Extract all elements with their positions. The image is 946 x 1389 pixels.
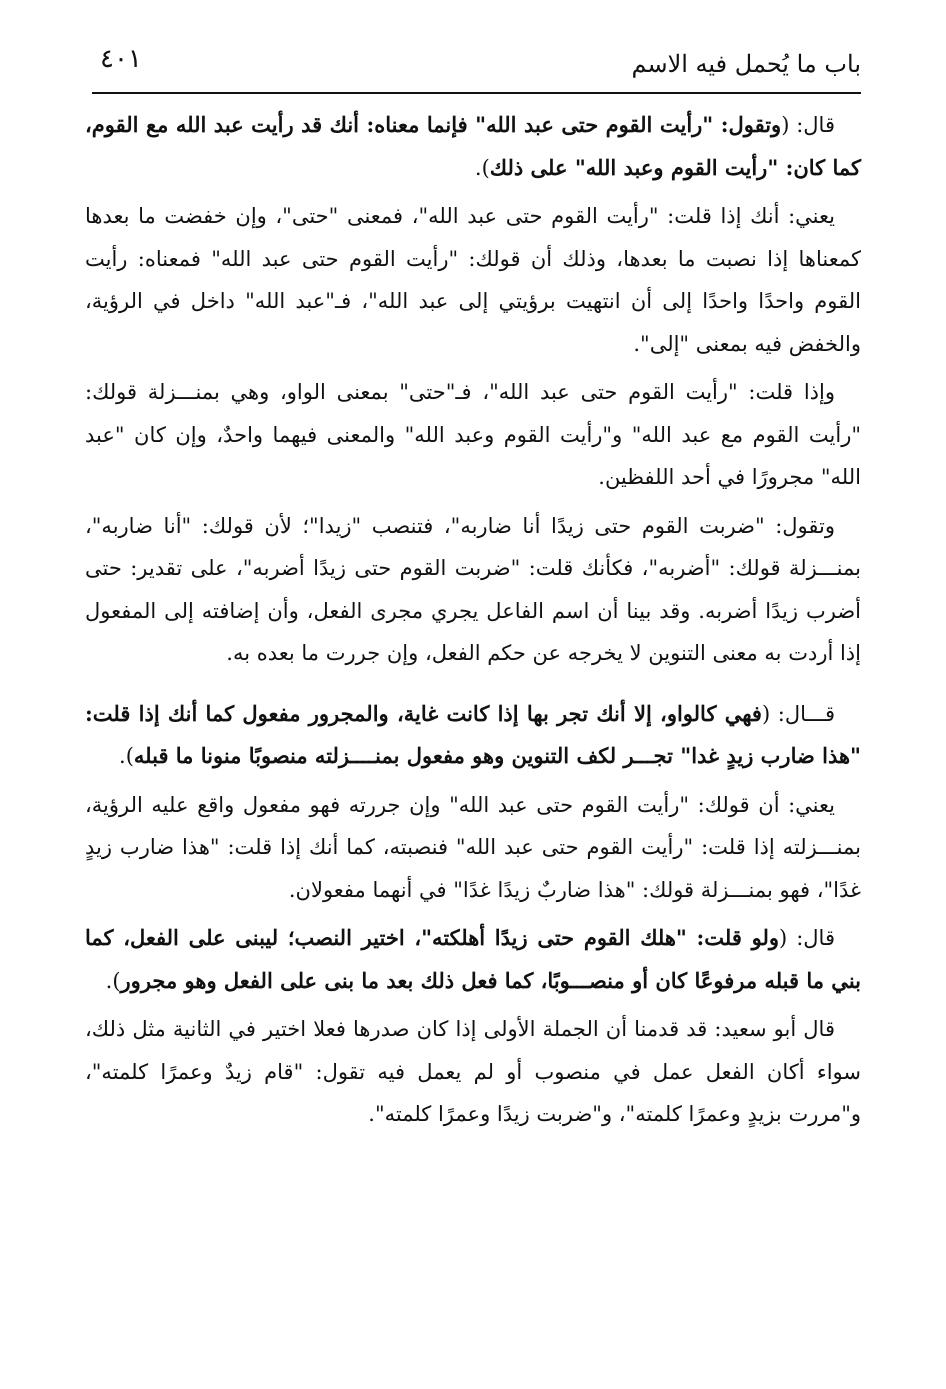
paragraph: قال أبو سعيد: قد قدمنا أن الجملة الأولى إذا كان صدرها فعلا اختير في الثانية مثل ذلك، سواء أكان الفعل عمل في منصوب أو لم يعمل فيه تقول: "قام زيدٌ وعمرًا كلمته"، و"مررت بزيدٍ وعمرًا كلمته"، و"ضربت زيدًا وعمرًا كلمته".: [85, 1017, 861, 1126]
paragraph: وتقول: "ضربت القوم حتى زيدًا أنا ضاربه"، فتنصب "زيدا"؛ لأن قولك: "أنا ضاربه"، بمنـــزلة قولك: "أضربه"، فكأنك قلت: "ضربت القوم حتى زيدًا أضربه"، على تقدير: حتى أضرب زيدًا أضربه. وقد بينا أن اسم الفاعل يجري مجرى الفعل، وأن إضافته إلى المفعول إذا أردت به معنى التنوين لا يخرجه عن حكم الفعل، وإن جررت ما بعده به.: [85, 513, 861, 665]
paragraph: قـــال: (فهي كالواو، إلا أنك تجر بها إذا كانت غاية، والمجرور مفعول كما أنك إذا قلت: "هذا ضارب زيدٍ غدا" تجـــر لكف التنوين وهو مفعول بمنــــزلته منصوبًا منونا ما قبله).: [85, 700, 861, 768]
paragraph: قال: (ولو قلت: "هلك القوم حتى زيدًا أهلكته"، اختير النصب؛ ليبنى على الفعل، كما بني ما قبله مرفوعًا كان أو منصـــوبًا، كما فعل ذلك بعد ما بنى على الفعل وهو مجرور).: [85, 925, 861, 993]
page-number: ٤٠١: [100, 44, 142, 74]
paragraph: وإذا قلت: "رأيت القوم حتى عبد الله"، فـ"حتى" بمعنى الواو، وهي بمنـــزلة قولك: "رأيت القوم مع عبد الله" و"رأيت القوم وعبد الله" والمعنى فيهما واحدٌ، وإن كان "عبد الله" مجرورًا في أحد اللفظين.: [85, 380, 861, 489]
running-header: [92, 40, 861, 94]
chapter-title: باب ما يُحمل فيه الاسم: [631, 50, 861, 78]
page-body: [85, 104, 861, 1142]
paragraph: قال: (وتقول: "رأيت القوم حتى عبد الله" فإنما معناه: أنك قد رأيت عبد الله مع القوم، كما كان: "رأيت القوم وعبد الله" على ذلك).: [85, 112, 861, 180]
paragraph: يعني: أن قولك: "رأيت القوم حتى عبد الله" وإن جررته فهو مفعول واقع عليه الرؤية، بمنـــزلته إذا قلت: "رأيت القوم حتى عبد الله" فنصبته، كما أنك إذا قلت: "هذا ضارب زيدٍ غدًا"، فهو بمنـــزلة قولك: "هذا ضاربٌ زيدًا غدًا" في أنهما مفعولان.: [85, 792, 861, 902]
paragraph: يعني: أنك إذا قلت: "رأيت القوم حتى عبد الله"، فمعنى "حتى"، وإن خفضت ما بعدها كمعناها إذا نصبت ما بعدها، وذلك أن قولك: "رأيت القوم حتى عبد الله" فمعناه: رأيت القوم واحدًا واحدًا إلى أن انتهيت برؤيتي إلى عبد الله"، فـ"عبد الله" داخل في الرؤية، والخفض فيه بمعنى "إلى".: [85, 204, 861, 356]
